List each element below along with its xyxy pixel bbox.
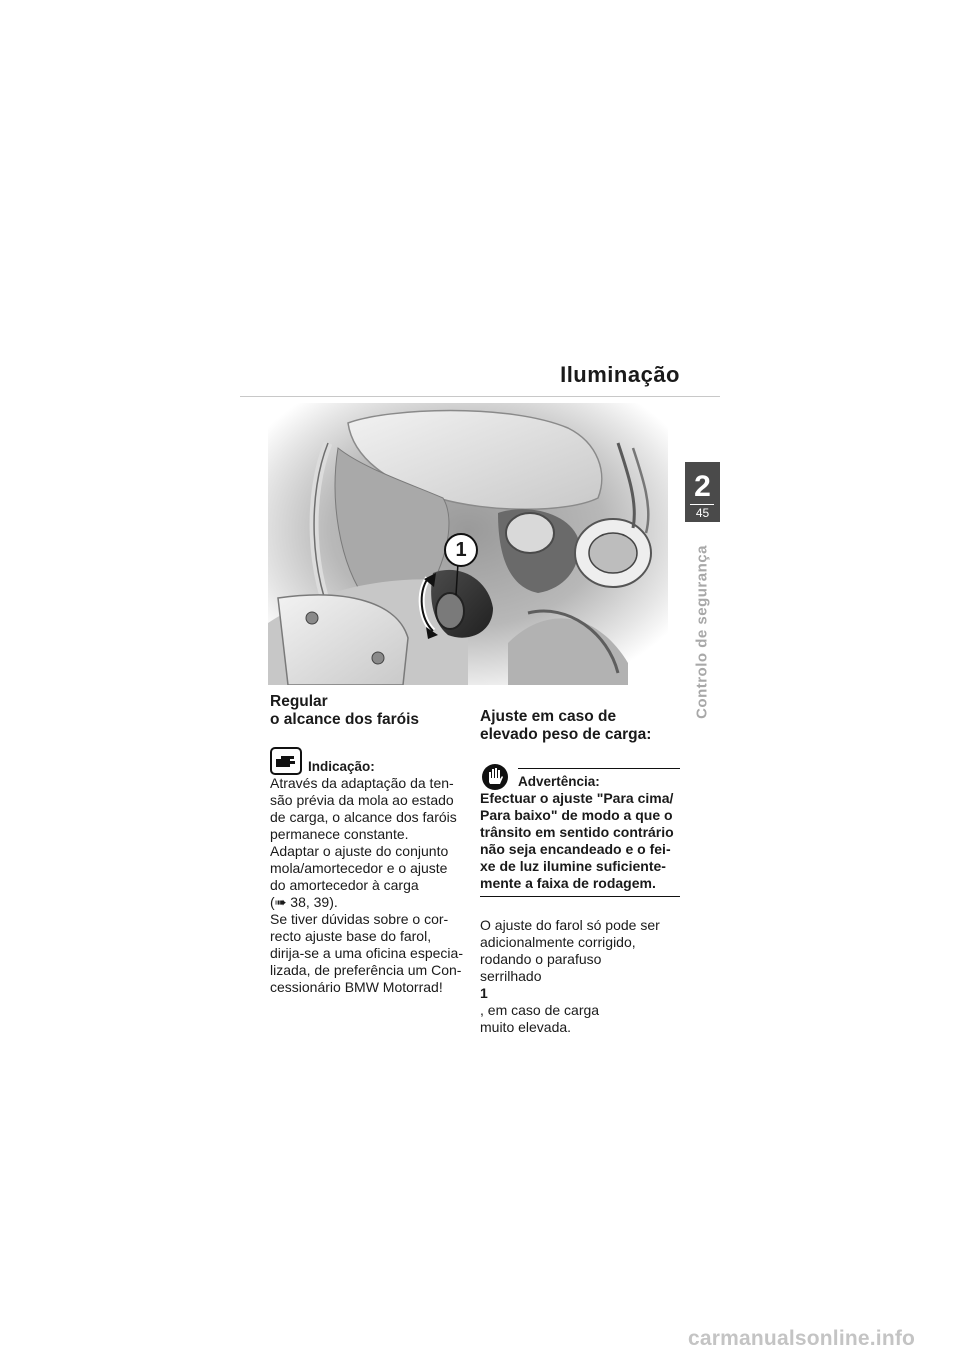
heading-line: Regular [270, 693, 328, 710]
warning-label: Advertência: [518, 774, 600, 789]
callout-reference: 1 [480, 985, 488, 1001]
text-segment: , em caso de carga [480, 1002, 600, 1018]
text-line: lizada, de preferência um Con- [270, 962, 462, 978]
warning-line: xe de luz ilumine suficiente- [480, 858, 666, 874]
text-line: de carga, o alcance dos faróis [270, 809, 457, 825]
warning-rule-bottom [480, 896, 680, 897]
heading-line: Ajuste em caso de [480, 708, 617, 725]
warning-line: não seja encandeado e o fei- [480, 841, 671, 857]
warning-rule-top [518, 768, 680, 769]
text-line: O ajuste do farol só pode ser [480, 917, 660, 933]
text-line: adicionalmente corrigido, [480, 934, 636, 950]
text-segment: serrilhado [480, 968, 542, 984]
note-label: Indicação: [308, 759, 375, 774]
heading-line: o alcance dos faróis [270, 711, 420, 728]
text-line: dirija-se a uma oficina especia- [270, 945, 463, 961]
section-heading-heavy-load [480, 708, 680, 744]
text-line: Através da adaptação da ten- [270, 775, 454, 791]
left-column [270, 693, 470, 996]
text-line: do amortecedor à carga [270, 877, 419, 893]
note-body [270, 775, 470, 996]
section-heading-headlight-range [270, 693, 470, 729]
title-divider [240, 396, 720, 397]
text-line: Se tiver dúvidas sobre o cor- [270, 911, 449, 927]
warning-line: Efectuar o ajuste "Para cima/ [480, 790, 674, 806]
chapter-number: 2 [694, 470, 711, 503]
warning-header [480, 760, 680, 790]
page-number: 45 [695, 506, 710, 520]
adjustment-paragraph [480, 917, 680, 1036]
figure-callout-1: 1 [444, 533, 478, 567]
warning-hand-icon [480, 762, 512, 792]
chapter-divider [690, 504, 714, 505]
heading-line: elevado peso de carga: [480, 726, 652, 743]
text-line: cessionário BMW Motorrad! [270, 979, 443, 995]
text-line: muito elevada. [480, 1019, 572, 1035]
watermark: carmanualsonline.info [688, 1327, 916, 1350]
text-line: rodando o parafuso [480, 951, 602, 967]
warning-line: Para baixo" de modo a que o [480, 807, 673, 823]
right-column [480, 708, 680, 1036]
text-line [480, 968, 680, 1019]
note-header [270, 745, 470, 775]
note-pointing-hand-icon [270, 747, 302, 775]
text-line: são prévia da mola ao estado [270, 792, 454, 808]
warning-body [480, 790, 680, 892]
warning-line: trânsito em sentido contrário [480, 824, 674, 840]
text-line: Adaptar o ajuste do conjunto [270, 843, 449, 859]
text-line: mola/amortecedor e o ajuste [270, 860, 448, 876]
text-line: permanece constante. [270, 826, 409, 842]
text-line: recto ajuste base do farol, [270, 928, 432, 944]
page-title: Iluminação [560, 362, 680, 387]
chapter-side-label: Controlo de segurança [693, 545, 711, 719]
warning-line: mente a faixa de rodagem. [480, 875, 656, 891]
page-reference: (➠ 38, 39). [270, 894, 338, 910]
